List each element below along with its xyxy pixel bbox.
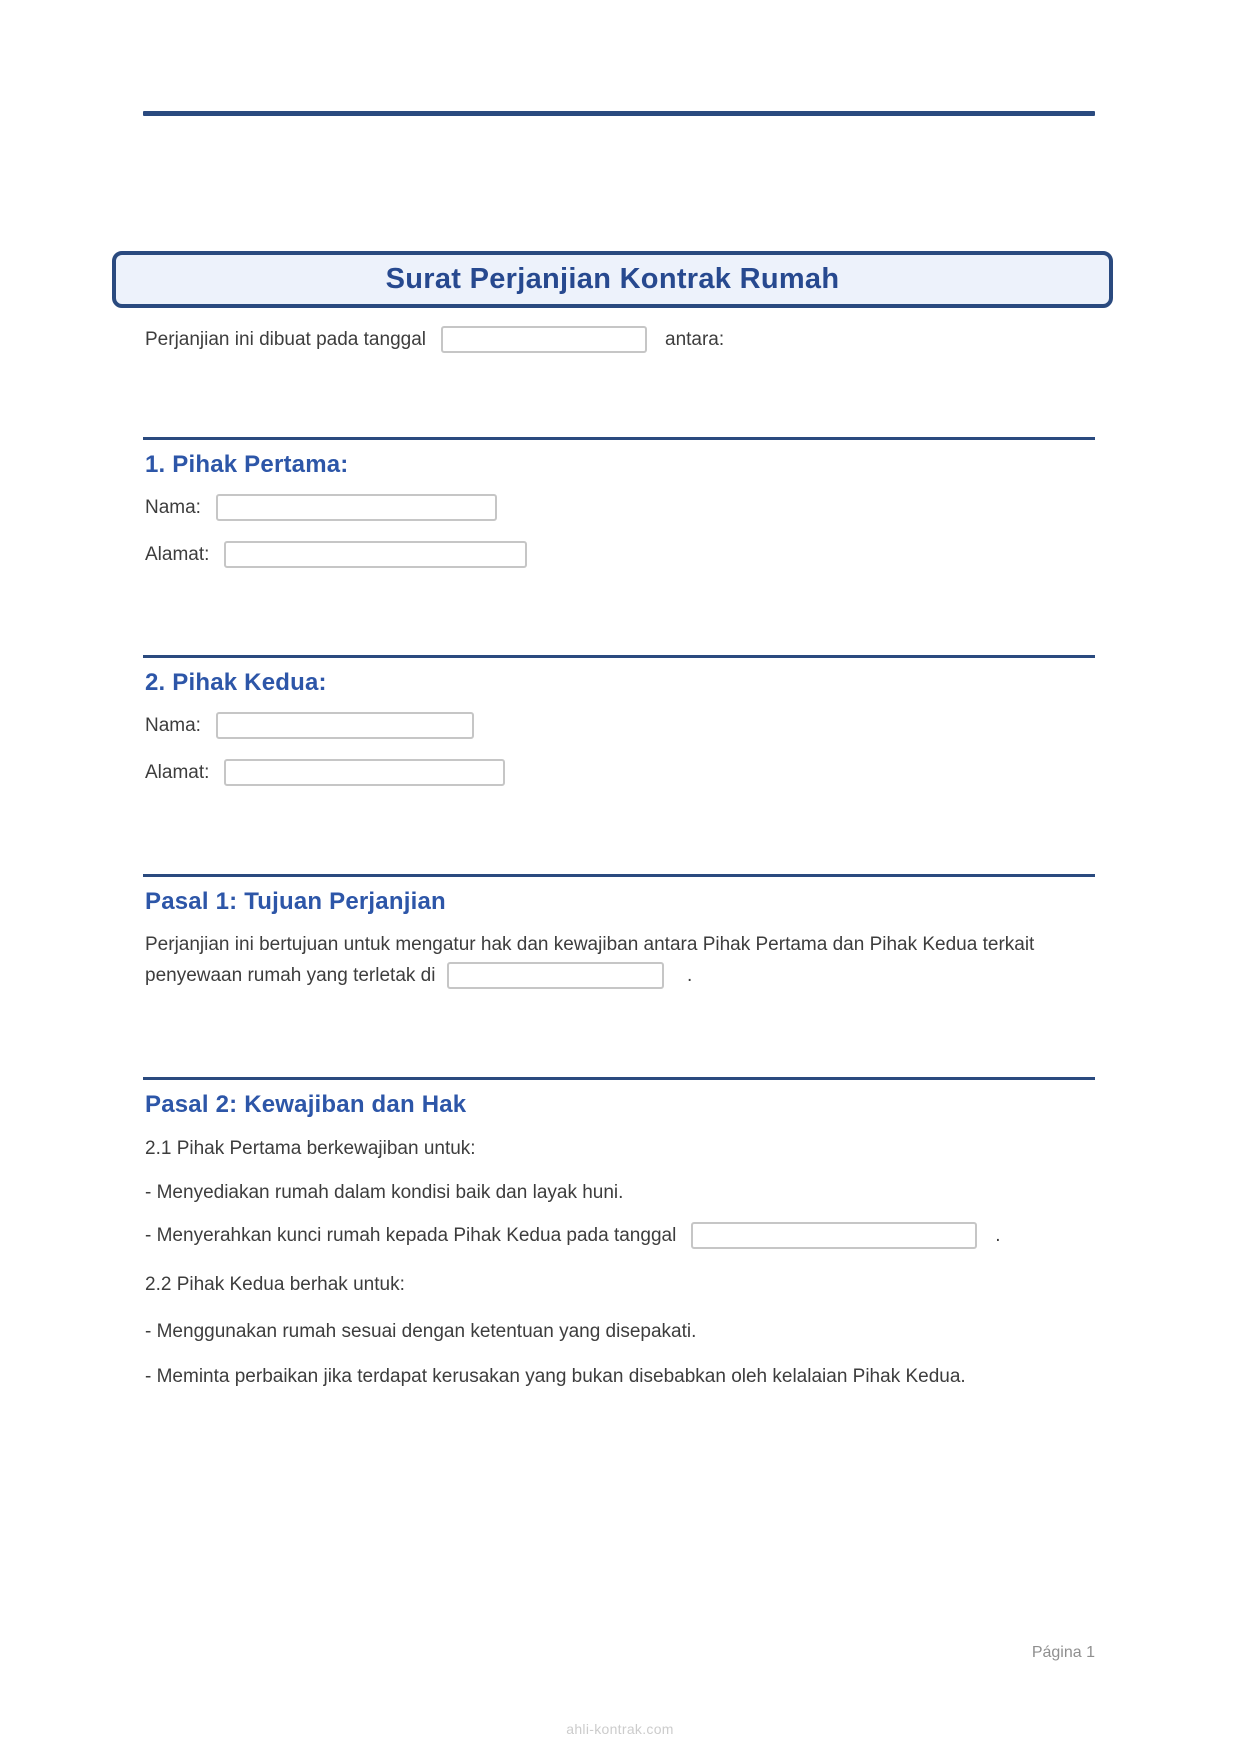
intro-row — [145, 326, 724, 353]
party2-alamat-row — [145, 759, 505, 786]
pasal1-heading: Pasal 1: Tujuan Perjanjian — [145, 888, 446, 915]
party1-nama-input[interactable] — [216, 494, 497, 521]
document-title-box — [112, 251, 1113, 308]
header-rule — [143, 111, 1095, 116]
pasal1-text-after: . — [687, 965, 693, 986]
section-divider-party2 — [143, 655, 1095, 658]
pasal1-paragraph — [145, 929, 1097, 991]
section-divider-party1 — [143, 437, 1095, 440]
page-title: Surat Perjanjian Kontrak Rumah — [385, 263, 840, 295]
key-handover-date-input[interactable] — [691, 1222, 977, 1249]
pasal2-bullet-3: - Menggunakan rumah sesuai dengan ketentuan yang disepakati. — [145, 1321, 697, 1342]
intro-text-before: Perjanjian ini dibuat pada tanggal — [145, 328, 426, 350]
pasal2-heading: Pasal 2: Kewajiban dan Hak — [145, 1091, 467, 1118]
intro-text-after: antara: — [665, 328, 725, 350]
party1-alamat-row — [145, 541, 527, 568]
section-divider-pasal1 — [143, 874, 1095, 877]
party1-alamat-input[interactable] — [224, 541, 527, 568]
contract-date-input[interactable] — [441, 326, 647, 353]
rumah-location-input[interactable] — [447, 962, 664, 989]
pasal2-item-2-2: 2.2 Pihak Kedua berhak untuk: — [145, 1274, 405, 1295]
party1-nama-label: Nama: — [145, 496, 201, 518]
party2-nama-input[interactable] — [216, 712, 474, 739]
section-divider-pasal2 — [143, 1077, 1095, 1080]
party1-nama-row — [145, 494, 497, 521]
party2-heading: 2. Pihak Kedua: — [145, 669, 327, 696]
pasal2-bullet-1: - Menyediakan rumah dalam kondisi baik dan layak huni. — [145, 1182, 624, 1203]
party1-heading: 1. Pihak Pertama: — [145, 451, 349, 478]
page-number: Página 1 — [1031, 1644, 1095, 1661]
party1-alamat-label: Alamat: — [145, 543, 210, 565]
pasal2-item-2-1: 2.1 Pihak Pertama berkewajiban untuk: — [145, 1138, 476, 1159]
party2-alamat-label: Alamat: — [145, 761, 210, 783]
party2-nama-row — [145, 712, 474, 739]
pasal2-bullet-2-row — [145, 1222, 1001, 1249]
watermark: ahli-kontrak.com — [566, 1721, 674, 1737]
party2-alamat-input[interactable] — [224, 759, 505, 786]
pasal2-bullet-2-text: - Menyerahkan kunci rumah kepada Pihak Kedua pada tanggal — [145, 1224, 677, 1246]
pasal1-text-before: Perjanjian ini bertujuan untuk mengatur hak dan kewajiban antara Pihak Pertama dan Pihak Kedua terkait penyewaan rumah yang terletak di — [145, 934, 1035, 986]
pasal2-bullet-2-period: . — [995, 1224, 1001, 1246]
pasal2-bullet-4: - Meminta perbaikan jika terdapat kerusakan yang bukan disebabkan oleh kelalaian Pihak Kedua. — [145, 1366, 966, 1387]
party2-nama-label: Nama: — [145, 714, 201, 736]
